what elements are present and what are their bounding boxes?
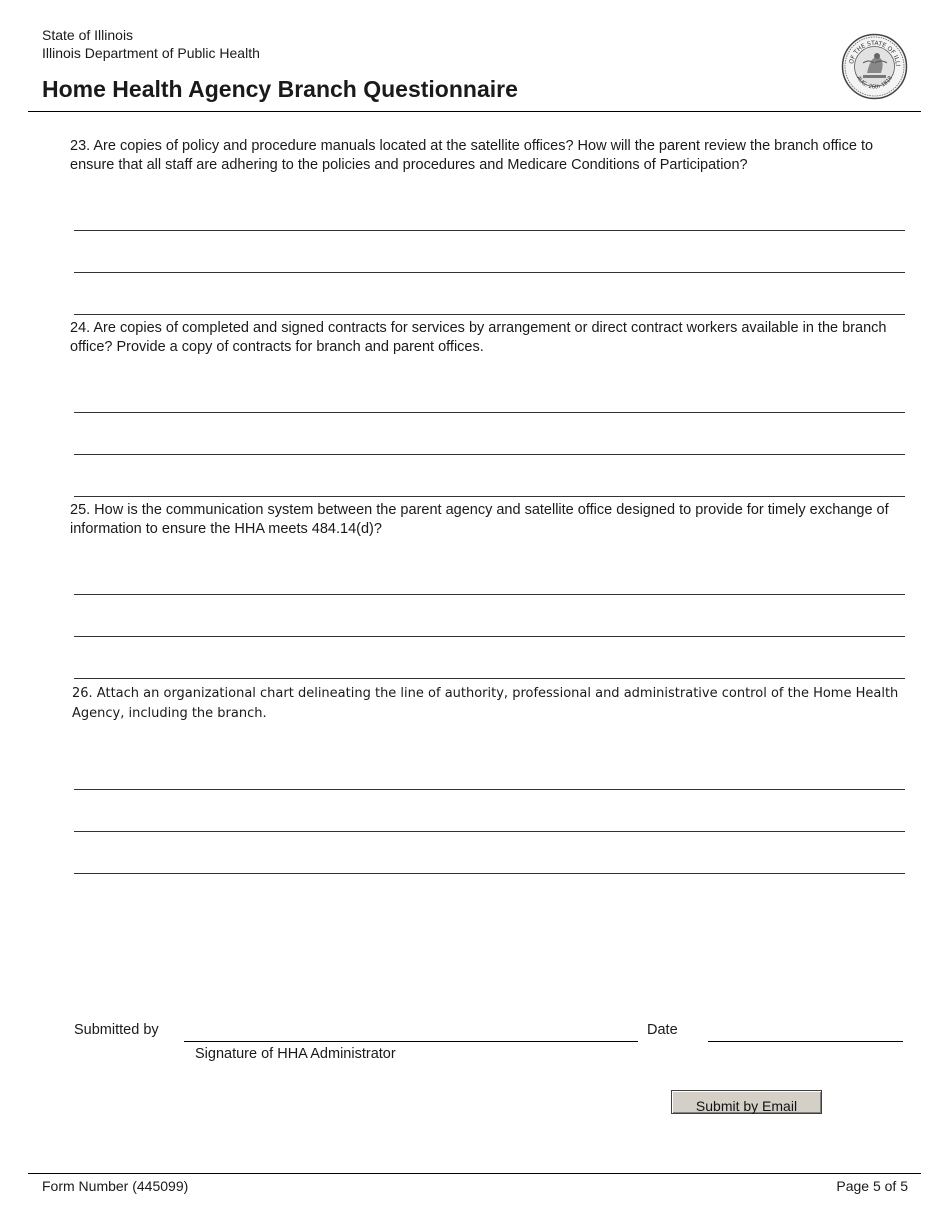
answer-line[interactable] [74, 873, 905, 874]
footer-divider [28, 1173, 921, 1174]
page-number: Page 5 of 5 [836, 1178, 908, 1194]
question-25: 25. How is the communication system between the parent agency and satellite office designed to provide for timely exchange of information to ensure the HHA meets 484.14(d)? [70, 502, 889, 537]
seal-text-bottom: AUG. 26th 1818 [855, 75, 894, 91]
answer-line[interactable] [74, 230, 905, 231]
question-23: 23. Are copies of policy and procedure manuals located at the satellite offices? How will the parent review the branch office to ensure that all staff are adhering to the policies and procedures and Medicare Conditions of Participation? [70, 138, 874, 173]
signature-caption: Signature of HHA Administrator [195, 1046, 396, 1062]
seal-text-top: OF THE STATE OF ILLI [848, 39, 902, 67]
department-name: Illinois Department of Public Health [42, 45, 260, 61]
answer-line[interactable] [74, 789, 905, 790]
answer-line[interactable] [74, 636, 905, 637]
answer-line[interactable] [74, 496, 905, 497]
submitted-by-label: Submitted by [74, 1022, 159, 1038]
date-label: Date [647, 1022, 678, 1038]
form-number: Form Number (445099) [42, 1178, 189, 1194]
answer-line[interactable] [74, 412, 905, 413]
state-seal-icon [841, 33, 908, 100]
page-title: Home Health Agency Branch Questionnaire [42, 76, 518, 102]
header-divider [28, 111, 921, 112]
date-field[interactable] [708, 1041, 903, 1042]
question-26: 26. Attach an organizational chart delineating the line of authority, professional and administrative control of the Home Health Agency, including the branch. [72, 686, 899, 721]
answer-line[interactable] [74, 594, 905, 595]
answer-line[interactable] [74, 314, 905, 315]
question-24: 24. Are copies of completed and signed contracts for services by arrangement or direct contract workers available in the branch office? Provide a copy of contracts for branch and parent offices. [70, 320, 887, 355]
answer-line[interactable] [74, 454, 905, 455]
answer-line[interactable] [74, 272, 905, 273]
answer-line[interactable] [74, 831, 905, 832]
state-name: State of Illinois [42, 27, 134, 43]
answer-line[interactable] [74, 678, 905, 679]
submit-by-email-button[interactable]: Submit by Email [671, 1090, 822, 1114]
signature-field[interactable] [184, 1041, 638, 1042]
